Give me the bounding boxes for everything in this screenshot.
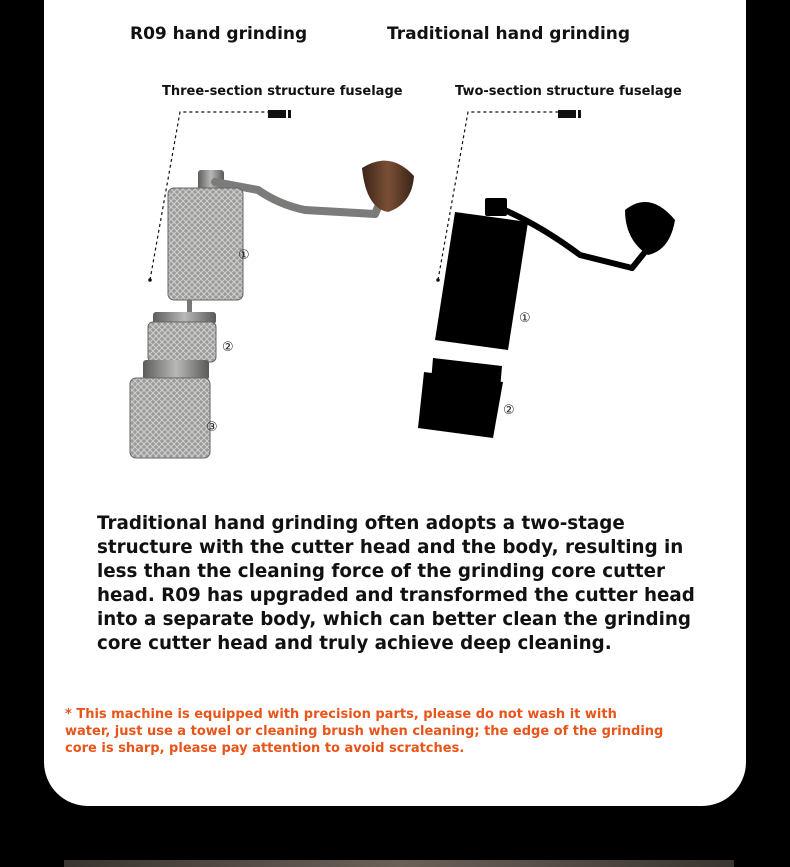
- traditional-part-1-label: ①: [519, 311, 531, 326]
- description-paragraph: Traditional hand grinding often adopts a two-stage structure with the cutter head and the body, resulting in less than the cleaning force of the grinding core cutter head. R09 has upgraded and transformed the cutter head into a separate body, which can better clean the grinding core cutter head and truly achieve deep cleaning.: [97, 513, 695, 654]
- label-two-section: Two-section structure fuselage: [455, 84, 682, 99]
- traditional-body-section-1: [435, 198, 675, 350]
- traditional-part-2-label: ②: [503, 403, 515, 418]
- r09-body-section-3: [130, 360, 210, 458]
- r09-body-section-1: [168, 188, 243, 314]
- r09-part-3-label: ③: [206, 420, 218, 435]
- traditional-body-section-2: [418, 358, 503, 438]
- r09-part-1-label: ①: [238, 248, 250, 263]
- care-note: * This machine is equipped with precision parts, please do not wash it with water, just use a towel or cleaning brush when cleaning; the edge of the grinding core is sharp, please pay attention to avoid scratches.: [65, 707, 664, 756]
- next-section-image-edge: [64, 860, 734, 867]
- r09-part-2-label: ②: [222, 340, 234, 355]
- heading-r09: R09 hand grinding: [130, 24, 308, 44]
- label-three-section: Three-section structure fuselage: [162, 84, 403, 99]
- heading-traditional: Traditional hand grinding: [387, 24, 631, 44]
- r09-body-section-2: [148, 312, 216, 362]
